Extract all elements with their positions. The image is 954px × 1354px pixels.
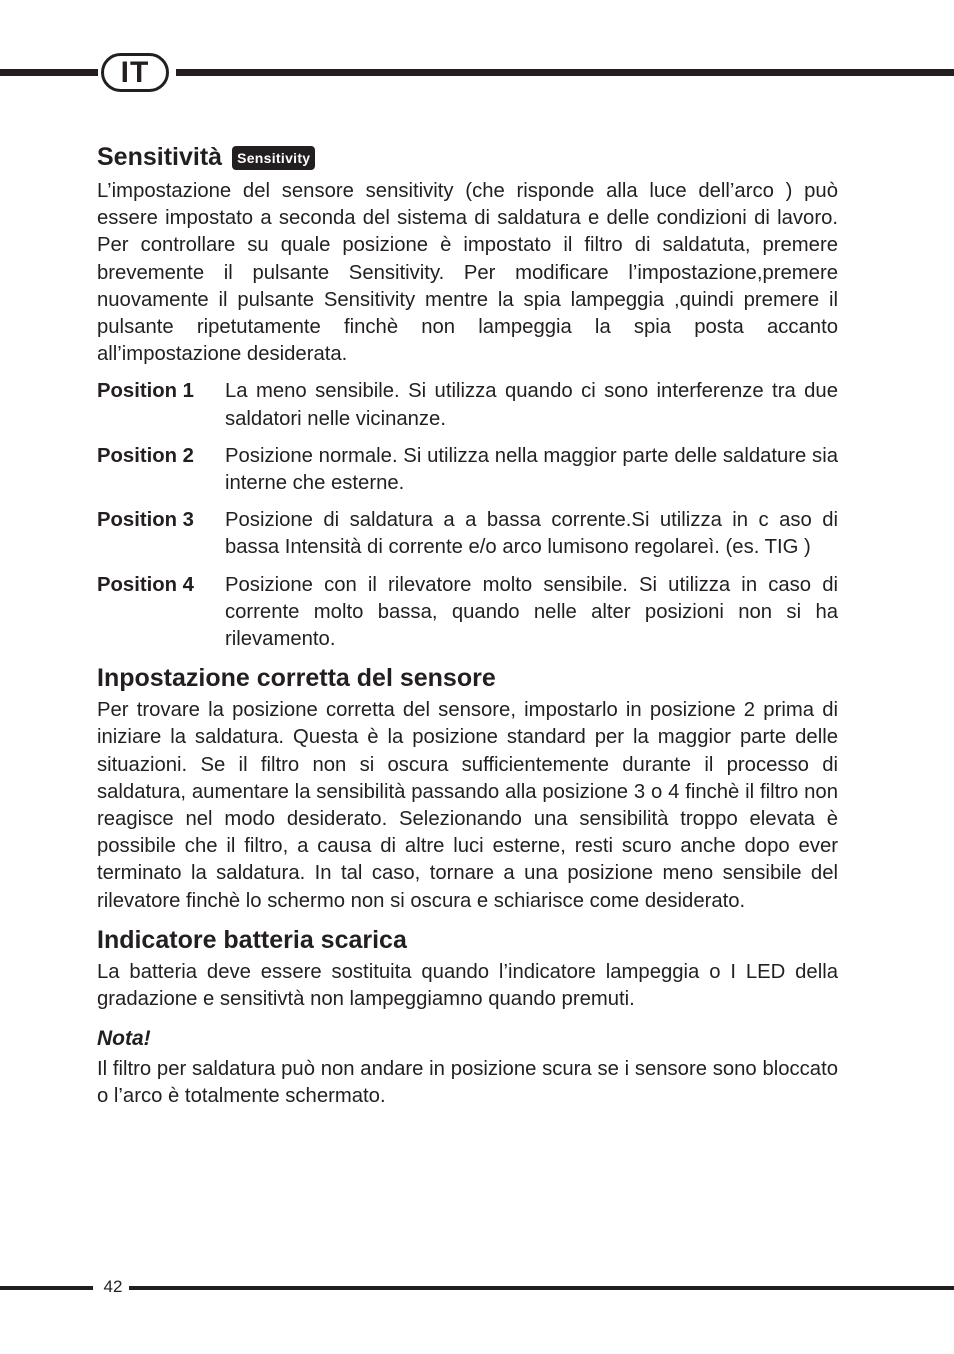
position-label: Position 1 [97,380,194,403]
position-label: Position 3 [97,509,194,532]
sensitivity-title: Sensitività [97,143,223,171]
low-battery-text: La batteria deve essere sostituita quando l’indicatore lampeggia o I LED della gradazione e sensitivtà non lampeggiamno quando premuti. [97,960,838,1011]
correct-setting-text: Per trovare la posizione corretta del sensore, impostarlo in posizione 2 prima di iniziare la saldatura. Questa è la posizione standard per la maggior parte delle situazioni. Se il filtro non si oscura sufficientemente durante il processo di saldatura, aumentare la sensibilità passando alla posizione 3 o 4 finchè il filtro non reagisce nel modo desiderato. Selezionando una sensibilità troppo elevata è possibile che il filtro, a causa di altre luci esterne, resti scuro anche dopo ever terminato la saldatura. In tal caso, tornare a una posizione meno sensibile del rilevatore finchè lo schermo non si oscura e schiarisce come desiderato. [97,699,838,912]
position-item [97,572,838,654]
position-label: Position 2 [97,444,194,467]
position-description: Posizione normale. Si utilizza nella maggior parte delle saldature sia interne che esterne. [225,444,838,495]
position-description: Posizione di saldatura a a bassa corrente.Si utilizza in c aso di bassa Intensità di corrente e/o arco lumisono regolareì. (es. TIG ) [225,509,838,559]
page-content [97,142,838,1111]
sensitivity-intro: L’impostazione del sensore sensitivity (che risponde alla luce dell’arco ) può essere impostato a seconda del sistema di saldatura e delle condizioni di lavoro. Per controllare su quale posizione è impostato il filtro di saldatuta, premere brevemente il pulsante Sensitivity. Per modificare l’impostazione,premere nuovamente il pulsante Sensitivity mentre la spia lampeggia ,quindi premere il pulsante ripetutamente finchè non lampeggia la spia posta accanto all’impostazione desiderata. [97,180,838,366]
position-description: La meno sensibile. Si utilizza quando ci sono interferenze tra due saldatori nelle vicinanze. [225,380,838,430]
language-badge: IT [101,53,169,92]
sensitivity-button-icon: Sensitivity [232,146,315,170]
page-number: 42 [103,1277,123,1296]
position-item [97,443,838,497]
note-heading: Nota! [97,1027,151,1051]
header-rule-left [0,69,98,76]
correct-setting-heading: Inpostazione corretta del sensore [97,664,496,693]
position-description: Posizione con il rilevatore molto sensibile. Si utilizza in caso di corrente molto bassa, quando nelle alter posizioni non si ha rilevamento. [225,573,838,651]
position-label: Position 4 [97,573,194,596]
low-battery-heading: Indicatore batteria scarica [97,925,407,954]
position-item [97,507,838,561]
sensitivity-heading [97,142,838,172]
note-text: Il filtro per saldatura può non andare in posizione scura se i sensore sono bloccato o l’arco è totalmente schermato. [97,1058,838,1108]
footer-rule-right [129,1286,954,1290]
footer-rule-left [0,1286,93,1290]
position-item [97,378,838,432]
header-rule-right [176,69,954,76]
positions-list [97,378,838,653]
